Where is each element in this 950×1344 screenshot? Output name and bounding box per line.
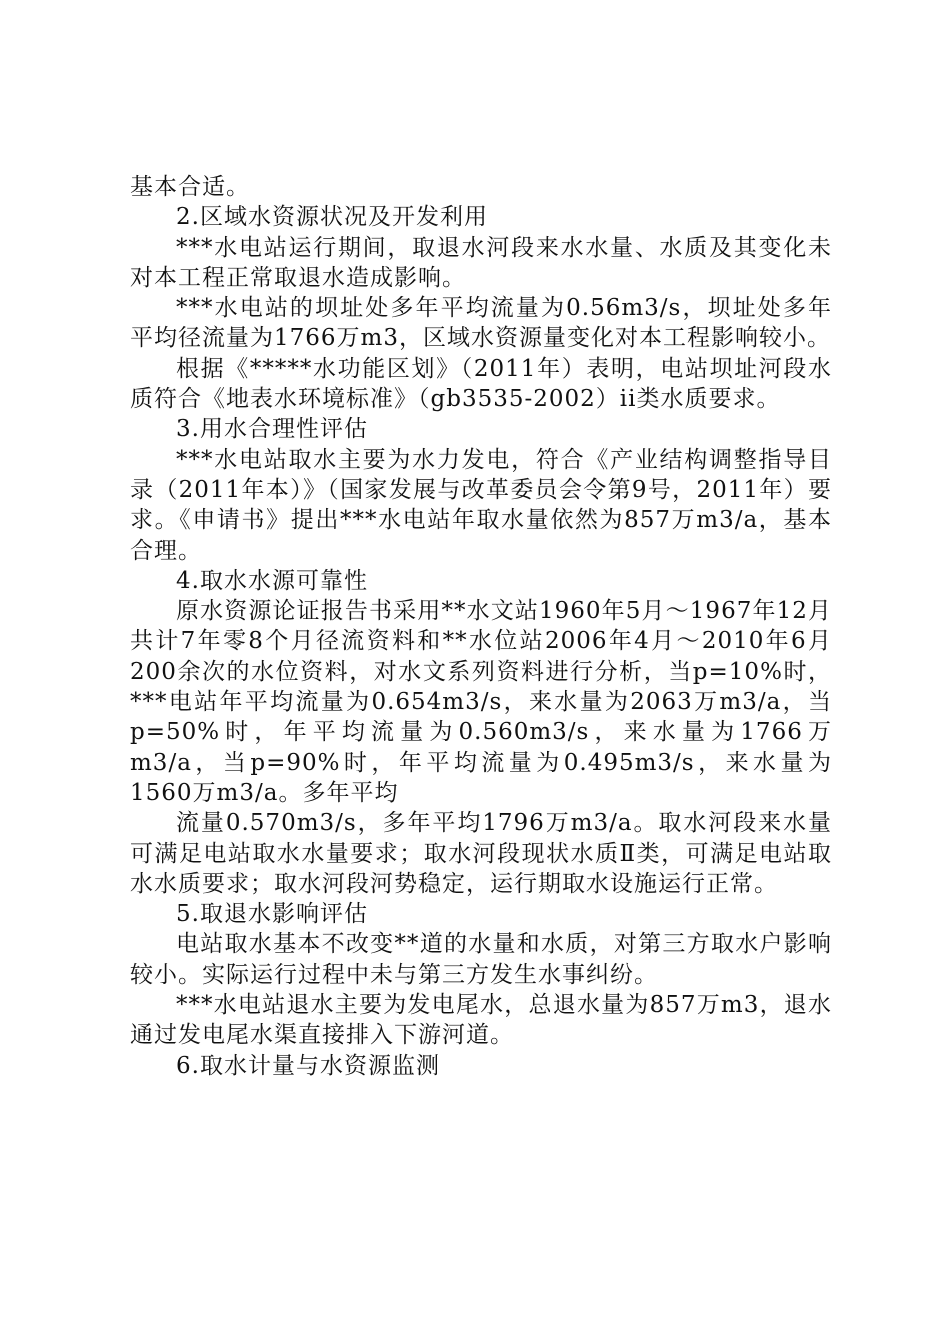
section-heading-2: 2.区域水资源状况及开发利用 [176, 204, 488, 231]
paragraph: ***水电站取水主要为水力发电，符合《产业结构调整指导目录（2011年本）》（国家发展与改革委员会令第9号，2011年）要求。《申请书》提出***水电站年取水量依然为857万m3/a，基本合理。 [130, 446, 832, 564]
section-heading-4: 4.取水水源可靠性 [176, 567, 368, 594]
section-heading-5: 5.取退水影响评估 [176, 901, 368, 928]
paragraph-continuation: 基本合适。 [130, 174, 250, 200]
paragraph: 电站取水基本不改变**道的水量和水质，对第三方取水户影响较小。实际运行过程中未与第三方发生水事纠纷。 [130, 931, 832, 988]
paragraph: ***水电站退水主要为发电尾水，总退水量为857万m3，退水通过发电尾水渠直接排入下游河道。 [130, 992, 832, 1049]
paragraph: 流量0.570m3/s，多年平均1796万m3/a。取水河段来水量可满足电站取水水量要求；取水河段现状水质Ⅱ类，可满足电站取水水质要求；取水河段河势稳定，运行期取水设施运行正常。 [130, 810, 832, 897]
document-page [130, 172, 832, 1081]
paragraph: ***水电站的坝址处多年平均流量为0.56m3/s，坝址处多年平均径流量为1766万m3，区域水资源量变化对本工程影响较小。 [130, 295, 832, 352]
paragraph: 原水资源论证报告书采用**水文站1960年5月～1967年12月共计7年零8个月径流资料和**水位站2006年4月～2010年6月200余次的水位资料，对水文系列资料进行分析，当p=10%时，***电站年平均流量为0.654m3/s，来水量为2063万m3/a，当p=50%时，年平均流量为0.560m3/s，来水量为1766万m3/a，当p=90%时，年平均流量为0.495m3/s，来水量为1560万m3/a。多年平均 [130, 598, 832, 806]
section-heading-6: 6.取水计量与水资源监测 [176, 1052, 440, 1079]
paragraph: 根据《*****水功能区划》（2011年）表明，电站坝址河段水质符合《地表水环境标准》（gb3535-2002）ii类水质要求。 [130, 355, 832, 413]
section-heading-3: 3.用水合理性评估 [176, 416, 368, 443]
paragraph: ***水电站运行期间，取退水河段来水水量、水质及其变化未对本工程正常取退水造成影响。 [130, 234, 832, 291]
